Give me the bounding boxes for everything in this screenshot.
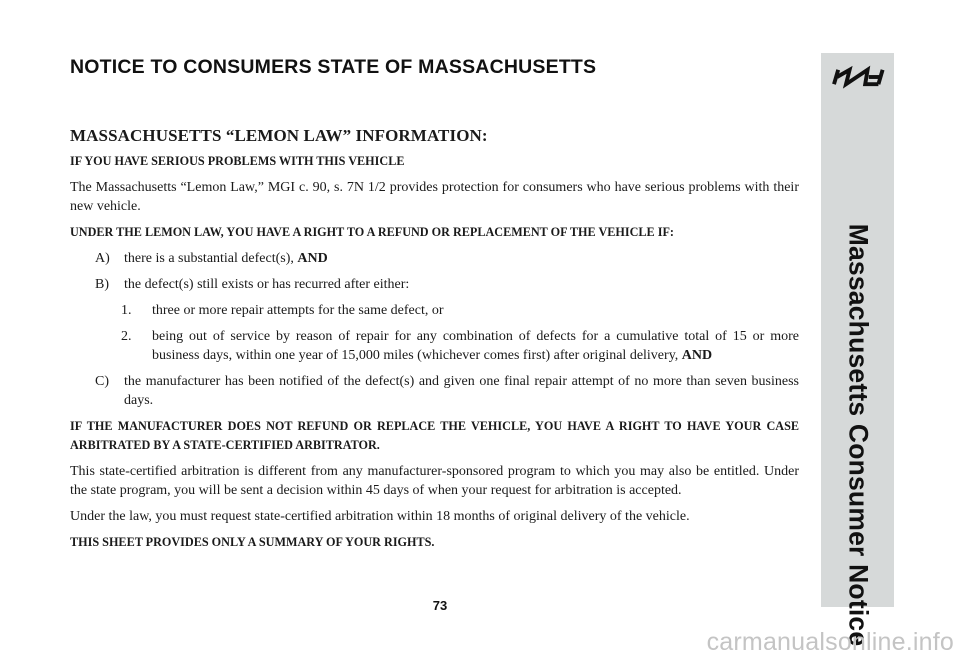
sub-item-label: 2. — [121, 329, 132, 344]
sub-item-2 — [70, 327, 799, 365]
emphasis-and: AND — [297, 251, 328, 266]
sub-item-text: being out of service by reason of repair for any combination of defects for a cumulative total of 15 or more business days, within one year of 15,000 miles (whichever comes first) after original delivery, AND — [152, 329, 799, 363]
clause-c — [70, 372, 799, 410]
side-tab-label: Massachusetts Consumer Notice — [843, 223, 873, 647]
sub-item-text: three or more repair attempts for the same defect, or — [152, 303, 444, 318]
clause-text: the defect(s) still exists or has recurred after either: — [124, 277, 410, 292]
clause-a — [70, 249, 799, 268]
arbitration-heading: IF THE MANUFACTURER DOES NOT REFUND OR REPLACE THE VEHICLE, YOU HAVE A RIGHT TO HAVE YOUR CASE ARBITRATED BY A STATE-CERTIFIED ARBITRATOR. — [70, 419, 799, 452]
kia-logo-icon — [828, 65, 888, 89]
notice-body — [70, 126, 799, 559]
intro-paragraph: The Massachusetts “Lemon Law,” MGI c. 90, s. 7N 1/2 provides protection for consumers who have serious problems with their new vehicle. — [70, 180, 799, 214]
arbitration-line-2: Under the state program, you will be sent a decision within 45 days of when your request for arbitration is accepted. — [70, 464, 799, 498]
sub-item-1 — [70, 301, 799, 320]
rights-heading: UNDER THE LEMON LAW, YOU HAVE A RIGHT TO A REFUND OR REPLACEMENT OF THE VEHICLE IF: — [70, 225, 674, 239]
clause-label: C) — [95, 374, 109, 389]
summary-note: THIS SHEET PROVIDES ONLY A SUMMARY OF YOUR RIGHTS. — [70, 535, 435, 549]
sub-item-label: 1. — [121, 303, 132, 318]
arbitration-paragraph — [70, 462, 799, 500]
clause-label: B) — [95, 277, 109, 292]
page-title: NOTICE TO CONSUMERS STATE OF MASSACHUSETTS — [70, 56, 597, 78]
side-tab — [821, 53, 894, 647]
arbitration-line-1: This state-certified arbitration is different from any manufacturer-sponsored program to which you may also be entitled. — [70, 464, 760, 479]
clause-text: the manufacturer has been notified of the defect(s) and given one final repair attempt of no more than seven business days. — [124, 374, 799, 408]
clause-b — [70, 275, 799, 294]
clause-label: A) — [95, 251, 110, 266]
deadline-paragraph: Under the law, you must request state-certified arbitration within 18 months of original delivery of the vehicle. — [70, 509, 690, 524]
page-number: 73 — [432, 598, 448, 613]
watermark: carmanualsonline.info — [706, 628, 954, 656]
section-heading: MASSACHUSETTS “LEMON LAW” INFORMATION: — [70, 126, 488, 145]
clause-text: there is a substantial defect(s), AND — [124, 251, 328, 266]
subheading: IF YOU HAVE SERIOUS PROBLEMS WITH THIS VEHICLE — [70, 154, 405, 168]
emphasis-and: AND — [681, 348, 713, 363]
